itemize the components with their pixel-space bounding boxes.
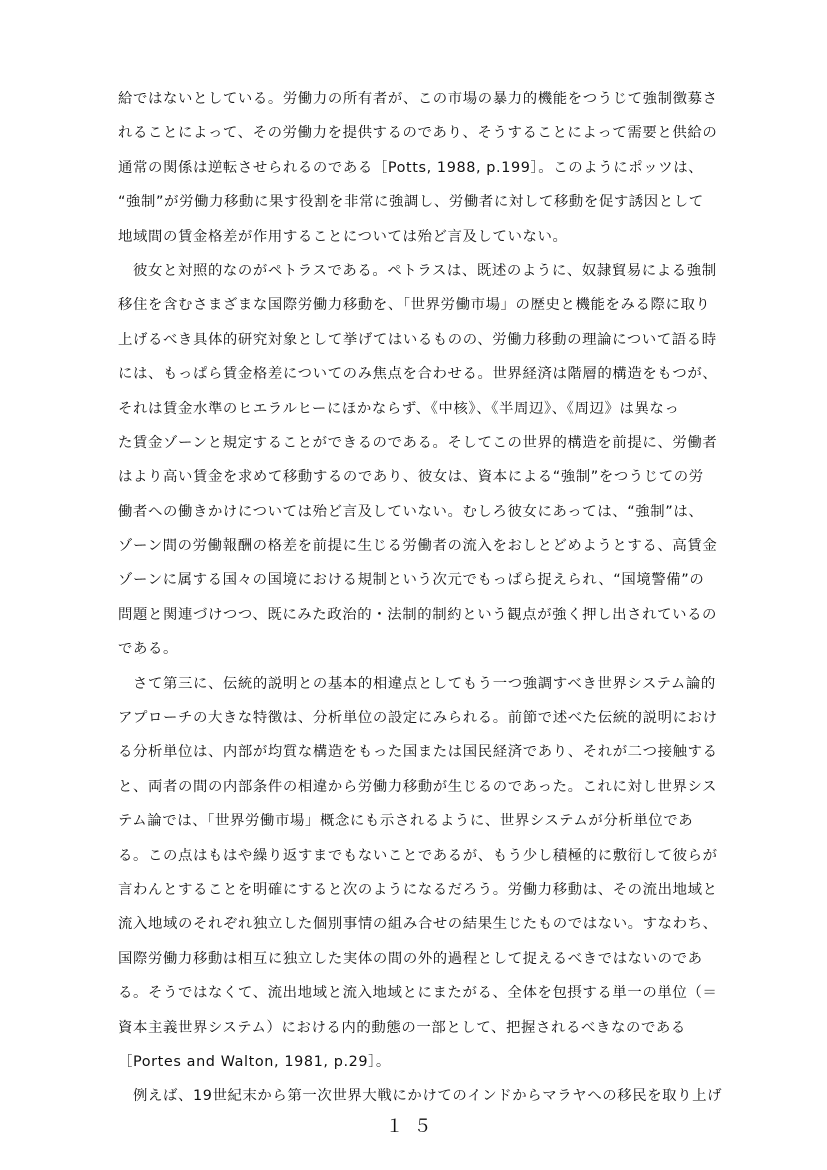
text-line: さて第三に、伝統的説明との基本的相違点としてもう一つ強調すべき世界システム論的	[118, 675, 716, 692]
text-line: 彼女と対照的なのがペトラスである。ペトラスは、既述のように、奴隷貿易による強制	[118, 262, 717, 279]
text-line: 地域間の賃金格差が作用することについては殆ど言及していない。	[118, 228, 568, 245]
text-line: アプローチの大きな特徴は、分析単位の設定にみられる。前節で述べた伝統的説明におけ	[118, 710, 718, 727]
text-line: 通常の関係は逆転させられるのである［Potts, 1988, p.199］。このようにポッツは、	[118, 159, 704, 176]
text-line: それは賃金水準のヒエラルヒーにほかならず、《中核》、《半周辺》、《周辺》は異なっ	[118, 400, 680, 417]
text-line: 働者への働きかけについては殆ど言及していない。むしろ彼女にあっては、“強制”は、	[118, 503, 704, 520]
text-line: ゾーンに属する国々の国境における規制という次元でもっぱら捉えられ、“国境警備”の	[118, 572, 705, 589]
text-line: には、もっぱら賃金格差についてのみ焦点を合わせる。世界経済は階層的構造をもつが、	[118, 366, 718, 383]
text-line: はより高い賃金を求めて移動するのであり、彼女は、資本による“強制”をつうじての労	[118, 469, 704, 486]
text-line: 上げるべき具体的研究対象として挙げてはいるものの、労働力移動の理論について語る時	[118, 331, 717, 348]
body-text	[118, 82, 778, 1114]
text-line: と、両者の間の内部条件の相違から労働力移動が生じるのであった。これに対し世界シス	[118, 778, 718, 795]
text-line: る分析単位は、内部が均質な構造をもった国または国民経済であり、それが二つ接触する	[118, 744, 718, 761]
text-line: テム論では、「世界労働市場」概念にも示されるように、世界システムが分析単位であ	[118, 813, 694, 830]
text-line: 問題と関連づけつつ、既にみた政治的・法制的制約という観点が強く押し出されているの	[118, 606, 718, 623]
text-line: れることによって、その労働力を提供するのであり、そうすることによって需要と供給の	[118, 125, 718, 142]
text-line: た賃金ゾーンと規定することができるのである。そしてこの世界的構造を前提に、労働者	[118, 434, 718, 451]
text-line: る。この点はもはや繰り返すまでもないことであるが、もう少し積極的に敷衍して彼らが	[118, 847, 718, 864]
text-line: 移住を含むさまざまな国際労働力移動を、「世界労働市場」の歴史と機能をみる際に取り	[118, 297, 711, 314]
text-line: 国際労働力移動は相互に独立した実体の間の外的過程として捉えるべきではないのであ	[118, 950, 703, 967]
text-line: 給ではないとしている。労働力の所有者が、この市場の暴力的機能をつうじて強制徴募さ	[118, 91, 718, 107]
text-line: 資本主義世界システム）における内的動態の一部として、把握されるべきなのである	[118, 1019, 686, 1036]
text-line: “強制”が労働力移動に果す役割を非常に強調し、労働者に対して移動を促す誘因として	[118, 194, 704, 211]
text-line: 言わんとすることを明確にすると次のようになるだろう。労働力移動は、その流出地域と	[118, 881, 718, 898]
page-number: １５	[385, 1116, 442, 1137]
text-line: ［Portes and Walton, 1981, p.29］。	[118, 1053, 391, 1070]
text-line: ゾーン間の労働報酬の格差を前提に生じる労働者の流入をおしとどめようとする、高賃金	[118, 538, 718, 555]
text-line: 流入地域のそれぞれ独立した個別事情の組み合せの結果生じたものではない。すなわち、	[118, 916, 718, 933]
text-line: 例えば、19世紀末から第一次世界大戦にかけてのインドからマラヤへの移民を取り上げ	[118, 1088, 723, 1105]
text-line: である。	[118, 641, 178, 658]
text-line: る。そうではなくて、流出地域と流入地域とにまたがる、全体を包摂する単一の単位（＝	[118, 985, 718, 1002]
